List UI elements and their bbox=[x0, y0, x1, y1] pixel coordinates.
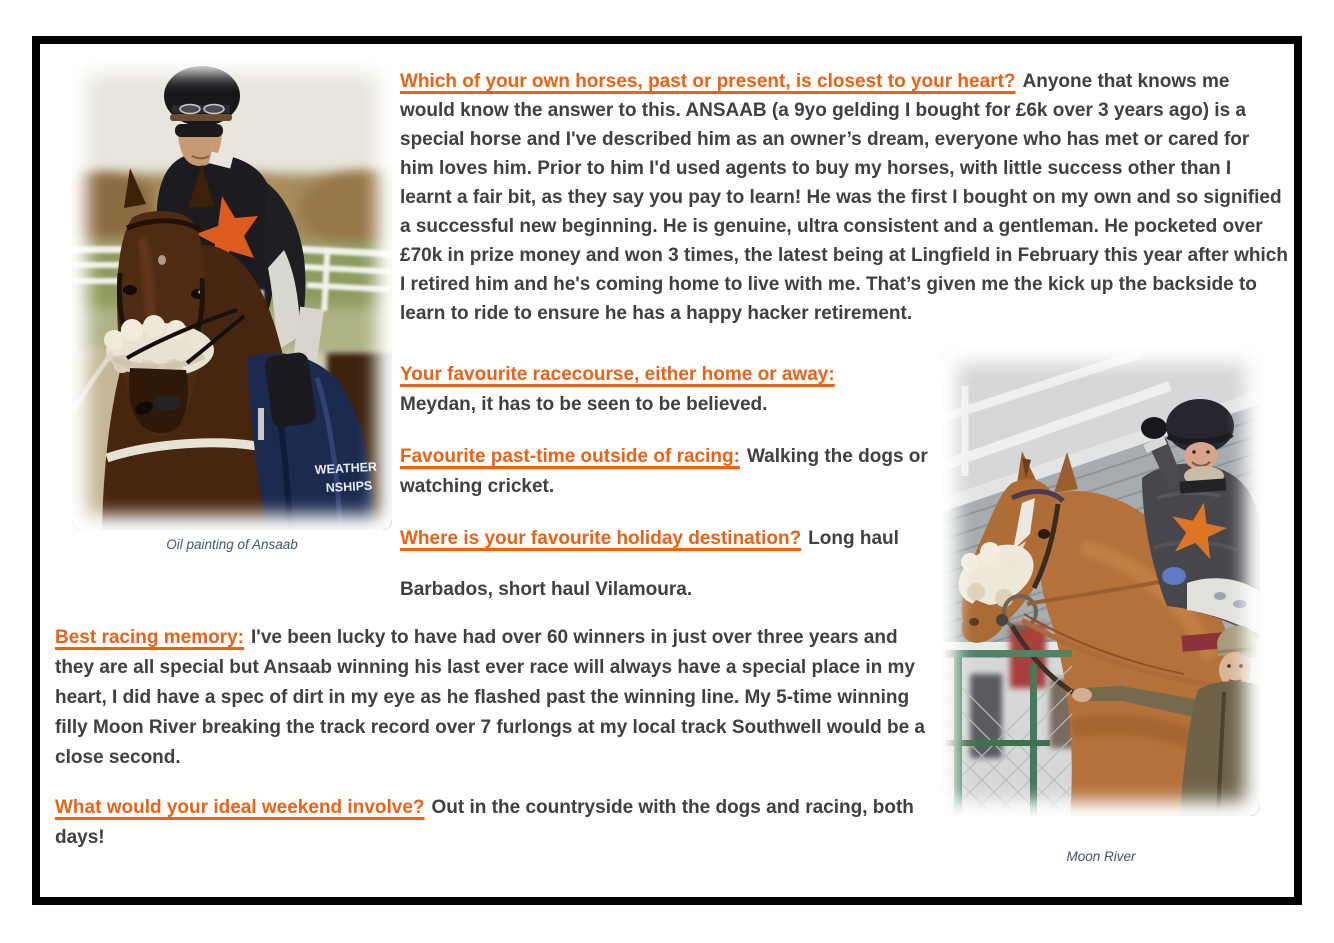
saddle-cloth-text-1: WEATHER bbox=[314, 459, 378, 477]
qa-best-racing-memory bbox=[55, 623, 937, 773]
qa-favourite-pastime bbox=[400, 442, 945, 502]
nostril bbox=[969, 618, 979, 626]
groom-hand bbox=[1072, 688, 1092, 702]
saddle-cloth-text-2: NSHIPS bbox=[325, 478, 373, 495]
sunglasses bbox=[175, 124, 223, 137]
question-closest-to-heart: Which of your own horses, past or present, is closest to your heart? bbox=[400, 71, 1016, 92]
black-glove bbox=[1141, 417, 1167, 439]
question-holiday-destination: Where is your favourite holiday destination? bbox=[400, 528, 802, 549]
qa-ideal-weekend bbox=[55, 793, 937, 853]
answer-favourite-pastime: Walking the dogs or watching cricket. bbox=[400, 446, 928, 497]
answer-holiday-line2: Barbados, short haul Vilamoura. bbox=[400, 579, 693, 600]
answer-closest-to-heart: Anyone that knows me would know the answer to this. ANSAAB (a 9yo gelding I bought for £6k over 3 years ago) is a special horse and I've described him as an owner’s dream, everyone who has met or cared for him loves him. Prior to him I'd used agents to buy my horses, with little success other than I learnt a fair bit, as they say you pay to learn! He was the first I bought on my own and so signified a successful new beginning. He is genuine, ultra consistent and a gentleman. He pocketed over £70k in prize money and won 3 times, the latest being at Lingfield in February this year after which I retired him and he's coming home to live with me. That’s given me the kick up the backside to learn to ride to ensure he has a happy hacker retirement. bbox=[400, 71, 1288, 324]
horse-eye-left bbox=[123, 285, 137, 295]
answer-holiday-line1: Long haul bbox=[808, 528, 899, 549]
answer-favourite-racecourse: Meydan, it has to be seen to be believed. bbox=[400, 394, 768, 415]
qa-holiday-destination bbox=[400, 524, 945, 605]
oil-painting-ansaab-image bbox=[72, 58, 392, 530]
answer-best-racing-memory: I've been lucky to have had over 60 winners in just over three years and they are all special but Ansaab winning his last ever race will always have a special place in my heart, I did have a spec of dirt in my eye as he flashed past the winning line. My 5-time winning filly Moon River breaking the track record over 7 furlongs at my local track Southwell would be a close second. bbox=[55, 627, 925, 768]
moon-river-photo bbox=[942, 348, 1260, 816]
answer-ideal-weekend: Out in the countryside with the dogs and racing, both days! bbox=[55, 797, 914, 848]
right-image-caption: Moon River bbox=[1066, 849, 1136, 864]
question-best-racing-memory: Best racing memory: bbox=[55, 627, 245, 648]
stirrup-iron bbox=[258, 408, 264, 440]
star-marking bbox=[158, 255, 166, 265]
left-image-caption: Oil painting of Ansaab bbox=[166, 537, 298, 552]
question-favourite-pastime: Favourite past-time outside of racing: bbox=[400, 446, 740, 467]
question-ideal-weekend: What would your ideal weekend involve? bbox=[55, 797, 425, 818]
blue-glove bbox=[1162, 567, 1186, 585]
qa-favourite-racecourse bbox=[400, 360, 945, 420]
jockey-helmet bbox=[164, 66, 240, 126]
question-favourite-racecourse: Your favourite racecourse, either home or away: bbox=[400, 364, 835, 385]
qa-closest-to-heart bbox=[400, 67, 1288, 328]
horse-eye bbox=[1038, 529, 1050, 539]
